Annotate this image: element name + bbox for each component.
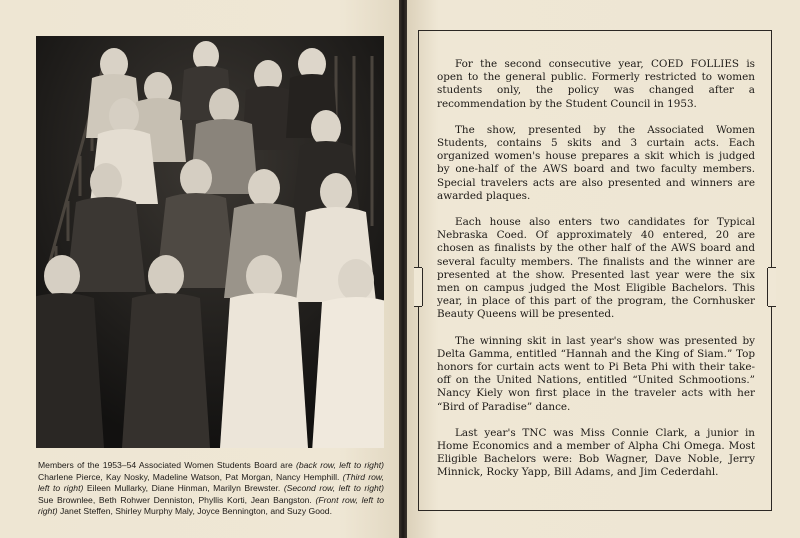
paragraph-typical-nebraska-coed: Each house also enters two candidates for Typical Nebraska Coed. Of approximately 40 entered, 20 are chosen as finalists by the other half of the AWS board and several faculty members. The finalists and the winner are presented at the show. Presented last year were the six men on campus judged the Most Eligible Bachelors. This year, in place of this part of the program, the Cornhusker Beauty Queens will be presented. <box>437 216 755 321</box>
frame-notch-left <box>414 268 423 306</box>
caption-back-row-names: Charlene Pierce, Kay Nosky, Madeline Watson, Pat Morgan, Nancy Hemphill. <box>38 471 340 482</box>
paragraph-last-year-tnc: Last year's TNC was Miss Connie Clark, a junior in Home Economics and a member of Alpha Chi Omega. Most Eligible Bachelors were: Bob Wagner, Dave Noble, Jerry Minnick, Rocky Yapp, Bill Adams, and Jim Cederdahl. <box>437 426 755 479</box>
paragraph-coed-follies-intro: For the second consecutive year, COED FOLLIES is open to the general public. Formerly restricted to women students only, the policy was changed after a recommendation by the Student Council in 1953. <box>437 58 755 110</box>
book-gutter <box>399 0 407 538</box>
caption-second-row-label: (Second row, left to right) <box>283 483 385 494</box>
caption-third-row-names: Eileen Mullarky, Diane Hinman, Marilyn Brewster. <box>86 483 281 494</box>
paragraph-show-format: The show, presented by the Associated Women Students, contains 5 skits and 3 curtain acts. Each organized women's house prepares a skit which is judged by one-half of the AWS board and two faculty members. Special travelers acts are also presented and winners are awarded plaques. <box>437 123 755 202</box>
frame-notch-right <box>767 268 776 306</box>
group-portrait-photo <box>36 36 384 448</box>
group-portrait-illustration <box>36 36 384 448</box>
caption-front-row-names: Janet Steffen, Shirley Murphy Maly, Joyce Bennington, and Suzy Good. <box>59 506 332 517</box>
article-text <box>437 58 755 493</box>
caption-second-row-names: Sue Brownlee, Beth Rohwer Denniston, Phyllis Korti, Jean Bangston. <box>38 494 312 505</box>
caption-third-row-label: (Third row, left to right) <box>38 471 384 494</box>
caption-lead: Members of the 1953–54 Associated Women Students Board are <box>38 460 293 470</box>
paragraph-last-year-winners: The winning skit in last year's show was presented by Delta Gamma, entitled “Hannah and the King of Siam.” Top honors for curtain acts went to Pi Beta Phi with their take-off on the United Nations, entitled “United Schmootions.” Nancy Kiely won first place in the traveler acts with her “Bird of Paradise” dance. <box>437 334 755 413</box>
caption-front-row-label: (Front row, left to right) <box>38 494 384 517</box>
caption-back-row-label: (back row, left to right) <box>295 460 384 470</box>
photo-caption <box>38 460 384 518</box>
